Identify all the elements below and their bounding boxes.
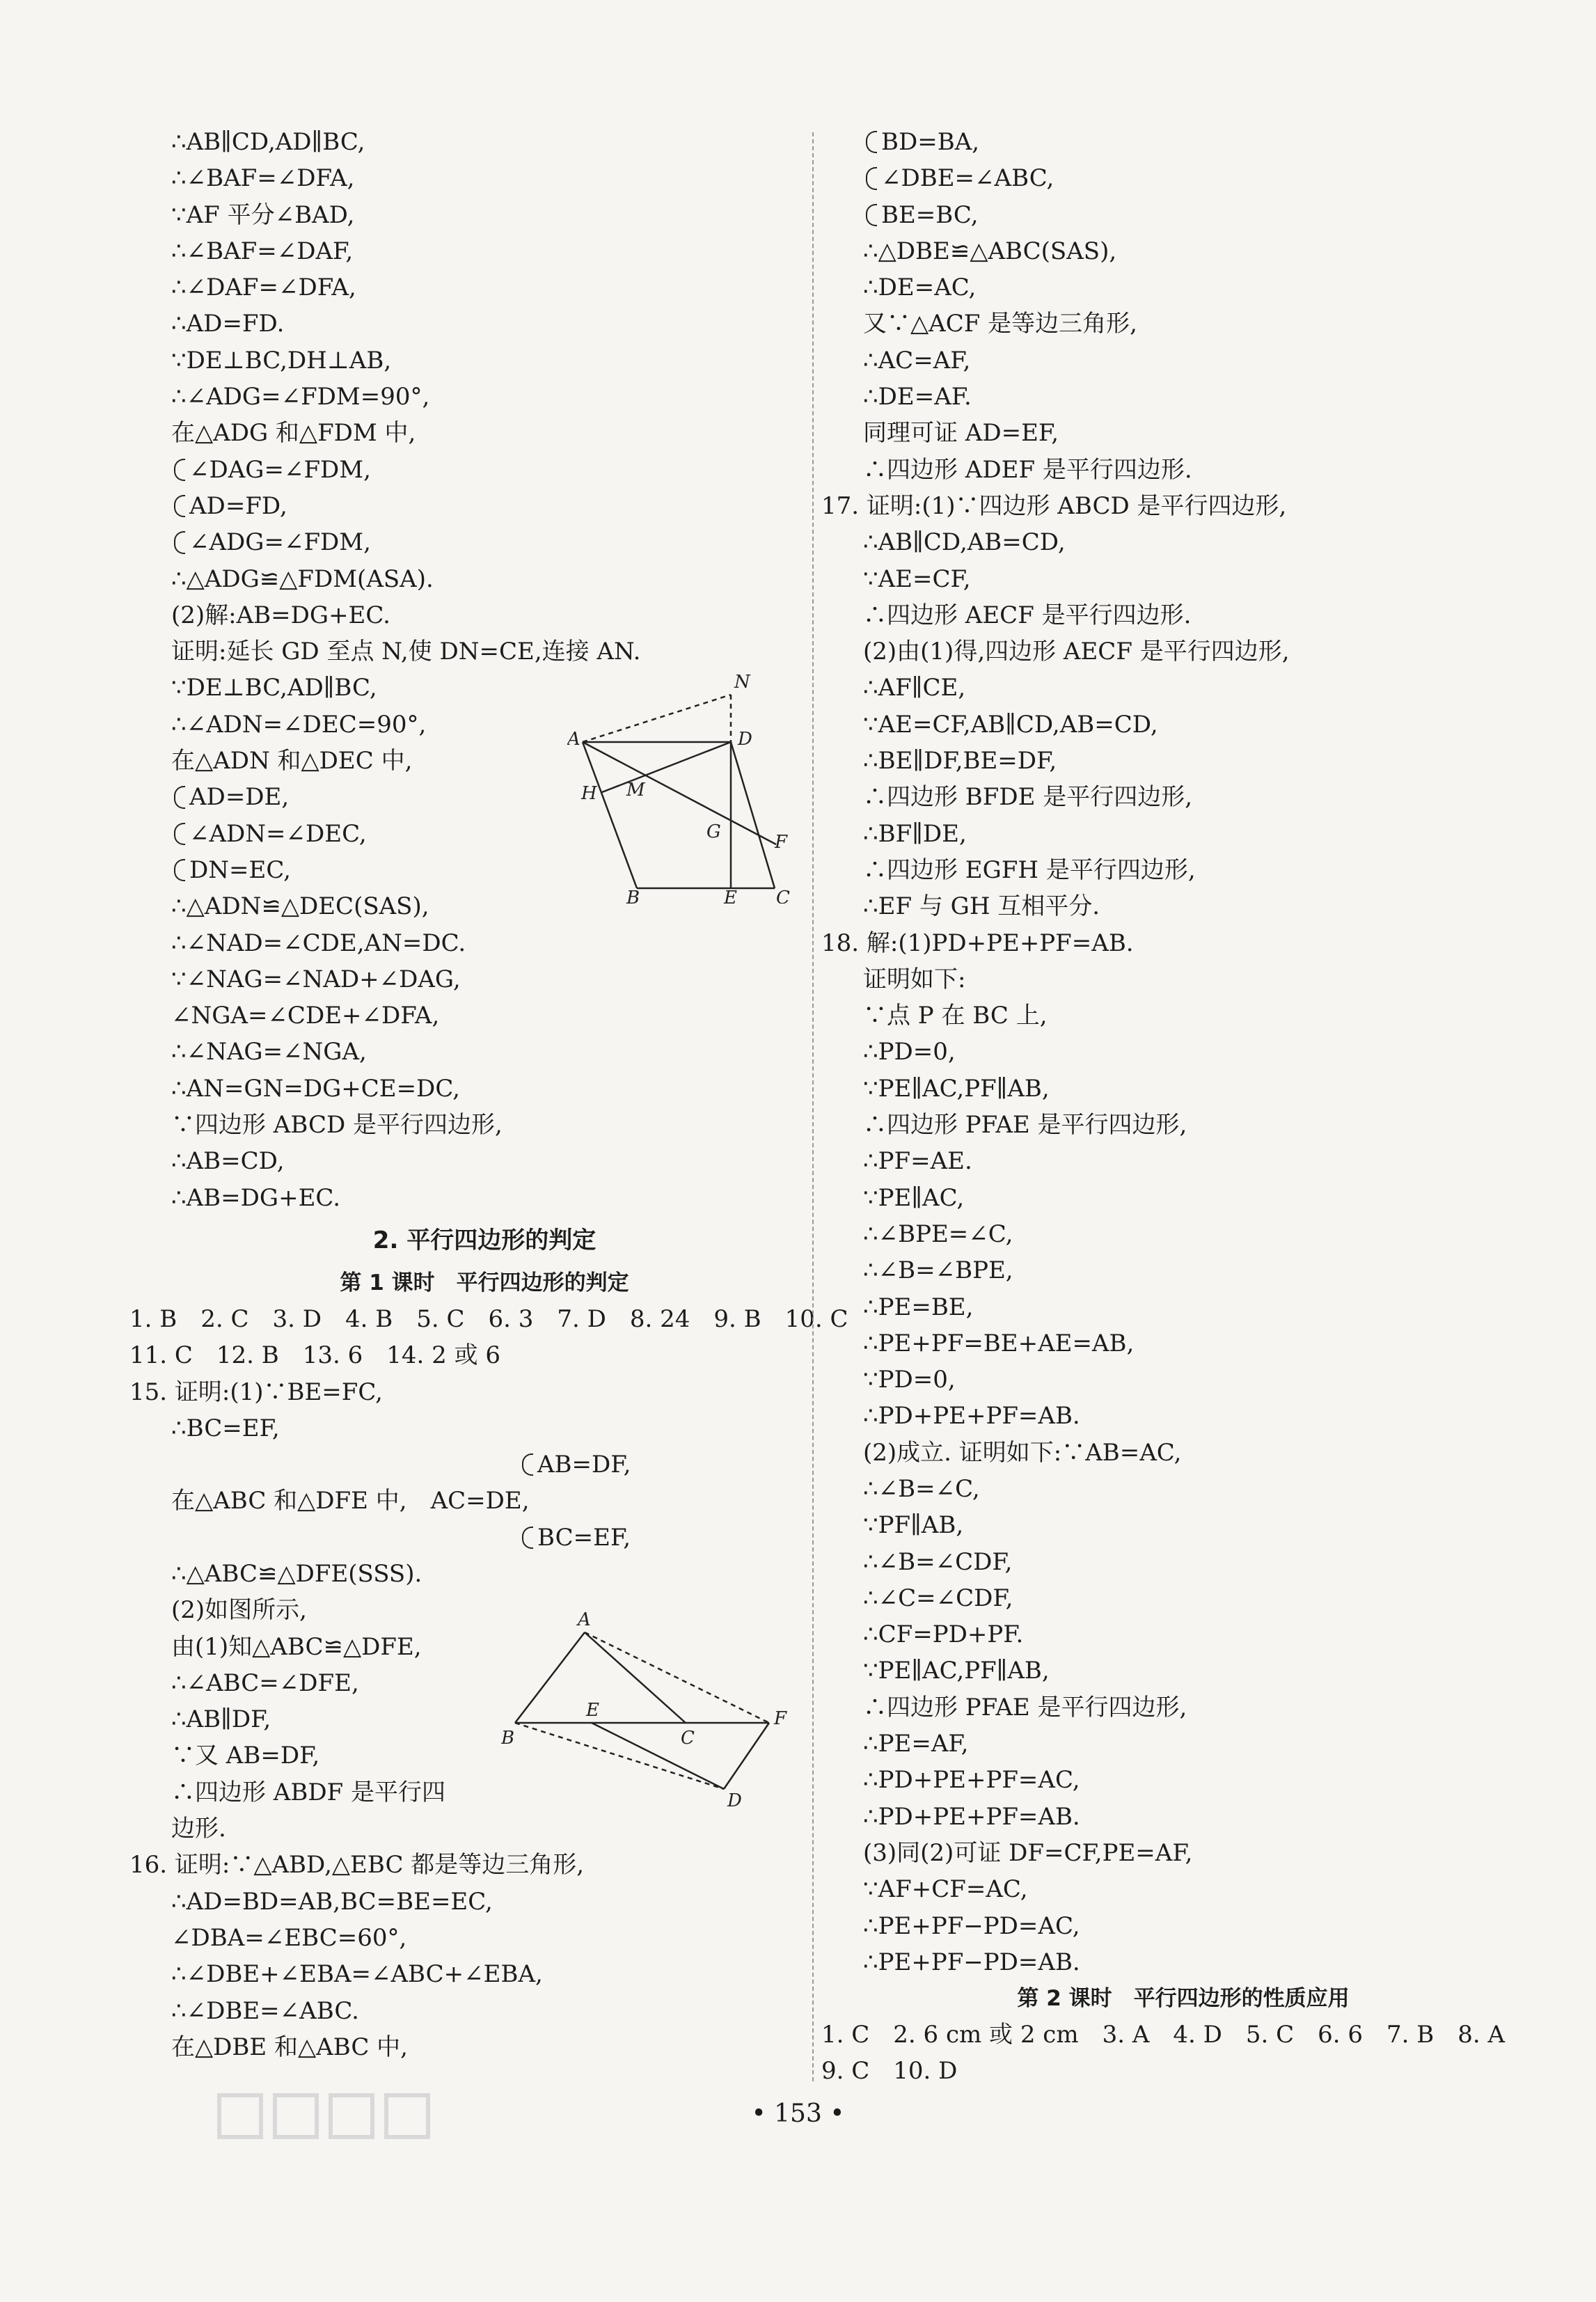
text-line: ∵DE⊥BC,DH⊥AB,: [171, 346, 392, 375]
text-line: ∴∠ADN=∠DEC=90°,: [171, 710, 427, 739]
text-line: 在△ABC 和△DFE 中, AC=DE,: [171, 1487, 530, 1515]
text-line: ∴四边形 PFAE 是平行四边形,: [863, 1693, 1187, 1721]
text-line: ∴PF=AE.: [863, 1147, 972, 1176]
text-line: ∴AB=CD,: [171, 1147, 285, 1176]
label-F: F: [774, 1708, 787, 1729]
text-line: ∴PE=AF,: [863, 1730, 969, 1758]
label-N: N: [734, 672, 750, 693]
text-line: ∴∠ABC=∠DFE,: [171, 1669, 359, 1697]
text-line: ∴DE=AF.: [863, 383, 972, 411]
text-line: ∴∠NAG=∠NGA,: [171, 1038, 367, 1066]
text-line: 18. 解:(1)PD+PE+PF=AB.: [821, 929, 1134, 957]
text-line: ∴四边形 ABDF 是平行四: [171, 1778, 446, 1806]
parallelogram-figure-1: [567, 667, 797, 904]
text-line: 边形.: [171, 1815, 226, 1843]
text-line: ∵AF 平分∠BAD,: [171, 200, 355, 229]
text-line: 9. C 10. D: [821, 2057, 958, 2086]
column-divider: [812, 132, 814, 2081]
text-line: 又∵△ACF 是等边三角形,: [863, 310, 1137, 338]
text-line: ∴AB∥DF,: [171, 1705, 271, 1734]
brace-condition-line: ∠DBE=∠ABC,: [863, 160, 1503, 196]
text-line: ∴AD=FD.: [171, 310, 285, 338]
segment-AB: [583, 742, 637, 888]
text-line: ∴四边形 ADEF 是平行四边形.: [863, 455, 1192, 484]
text-line: ∴∠C=∠CDF,: [863, 1584, 1013, 1612]
label-A: A: [567, 729, 580, 750]
text-line: ∴AB∥CD,AD∥BC,: [171, 128, 365, 156]
text-line: ∵AF+CF=AC,: [863, 1875, 1028, 1904]
label-M: M: [626, 780, 645, 801]
text-line: ∵四边形 ABCD 是平行四边形,: [171, 1111, 503, 1140]
section-title: 2. 平行四边形的判定: [372, 1226, 596, 1254]
text-line: ∴∠BPE=∠C,: [863, 1220, 1013, 1248]
brace-condition-line: BD=BA,: [863, 124, 1503, 160]
text-line: ∠DBA=∠EBC=60°,: [171, 1923, 407, 1952]
text-line: (2)由(1)得,四边形 AECF 是平行四边形,: [863, 638, 1290, 666]
text-line: 1. B 2. C 3. D 4. B 5. C 6. 3 7. D 8. 24 9. B 10. C: [129, 1304, 848, 1333]
text-line: ∴PE+PF−PD=AC,: [863, 1911, 1080, 1940]
text-line: ∴∠BAF=∠DFA,: [171, 164, 355, 193]
parallelogram-figure-2: [501, 1605, 793, 1813]
segment-FD: [724, 1723, 769, 1789]
right-column: [821, 124, 1506, 2090]
text-line: 在△ADG 和△FDM 中,: [171, 419, 416, 448]
label-B: B: [626, 888, 640, 904]
segment-DC: [731, 742, 775, 888]
text-line: ∴△DBE≌△ABC(SAS),: [863, 237, 1117, 265]
text-line: ∴∠DBE=∠ABC.: [171, 1996, 359, 2025]
label-G: G: [706, 821, 721, 842]
text-line: 16. 证明:∵△ABD,△EBC 都是等边三角形,: [129, 1851, 585, 1879]
text-line: ∵PF∥AB,: [863, 1511, 964, 1540]
brace-condition-line: AB=DF,: [519, 1446, 798, 1483]
segment-AF: [585, 1632, 769, 1723]
text-line: ∴PD=0,: [863, 1038, 956, 1066]
text-line: ∴PD+PE+PF=AC,: [863, 1766, 1080, 1795]
lesson-title: 第 2 课时 平行四边形的性质应用: [1017, 1986, 1350, 2012]
brace-condition-line: BE=BC,: [863, 197, 1503, 233]
text-line: ∵AE=CF,: [863, 565, 971, 593]
text-line: ∴AC=AF,: [863, 346, 971, 375]
text-line: ∴∠DBE+∠EBA=∠ABC+∠EBA,: [171, 1960, 543, 1989]
text-line: ∴∠B=∠CDF,: [863, 1547, 1013, 1576]
segment-ED: [592, 1723, 724, 1789]
text-line: ∴DE=AC,: [863, 274, 977, 302]
label-E: E: [586, 1700, 599, 1721]
segment-AB: [515, 1632, 585, 1723]
text-line: ∵PE∥AC,PF∥AB,: [863, 1074, 1050, 1103]
text-line: ∴∠BAF=∠DAF,: [171, 237, 354, 265]
text-line: ∴AF∥CE,: [863, 674, 966, 702]
text-line: (2)成立. 证明如下:∵AB=AC,: [863, 1438, 1182, 1467]
brace-condition-line: DN=EC,: [171, 852, 798, 888]
text-line: ∴∠NAD=∠CDE,AN=DC.: [171, 929, 466, 957]
text-line: ∴四边形 AECF 是平行四边形.: [863, 601, 1192, 629]
text-line: ∵∠NAG=∠NAD+∠DAG,: [171, 965, 461, 993]
label-C: C: [776, 888, 790, 904]
page-number: • 153 •: [751, 2099, 845, 2128]
text-line: ∵PD=0,: [863, 1366, 956, 1394]
text-line: (2)解:AB=DG+EC.: [171, 601, 390, 629]
text-line: 同理可证 AD=EF,: [863, 419, 1059, 448]
brace-condition-line: ∠ADN=∠DEC,: [171, 816, 798, 852]
text-line: ∠NGA=∠CDE+∠DFA,: [171, 1002, 440, 1030]
text-line: 证明:延长 GD 至点 N,使 DN=CE,连接 AN.: [171, 638, 641, 666]
brace-condition-line: ∠DAG=∠FDM,: [171, 452, 798, 488]
text-line: ∴PE=BE,: [863, 1293, 974, 1321]
text-line: ∴AB=DG+EC.: [171, 1183, 340, 1212]
text-line: 在△ADN 和△DEC 中,: [171, 747, 413, 775]
segment-AC: [585, 1632, 686, 1723]
label-C: C: [681, 1728, 695, 1749]
text-line: ∴PD+PE+PF=AB.: [863, 1402, 1080, 1430]
label-E: E: [724, 888, 737, 904]
text-line: (3)同(2)可证 DF=CF,PE=AF,: [863, 1838, 1193, 1867]
text-line: ∴PD+PE+PF=AB.: [863, 1802, 1080, 1831]
text-line: ∵又 AB=DF,: [171, 1742, 320, 1770]
text-line: ∴△ADG≌△FDM(ASA).: [171, 565, 434, 593]
text-line: ∴四边形 BFDE 是平行四边形,: [863, 783, 1193, 812]
label-D: D: [727, 1790, 742, 1811]
lesson-title: 第 1 课时 平行四边形的判定: [340, 1270, 629, 1295]
text-line: ∴AD=BD=AB,BC=BE=EC,: [171, 1887, 493, 1916]
text-line: 由(1)知△ABC≌△DFE,: [171, 1632, 422, 1661]
text-line: ∴△ADN≌△DEC(SAS),: [171, 892, 429, 921]
text-line: ∴CF=PD+PF.: [863, 1621, 1024, 1649]
text-line: ∵AE=CF,AB∥CD,AB=CD,: [863, 710, 1158, 739]
label-B: B: [501, 1728, 515, 1749]
text-line: ∵DE⊥BC,AD∥BC,: [171, 674, 377, 702]
brace-condition-line: AD=FD,: [171, 488, 798, 524]
text-line: ∵PE∥AC,PF∥AB,: [863, 1657, 1050, 1685]
text-line: ∴∠B=∠C,: [863, 1474, 980, 1503]
text-line: 1. C 2. 6 cm 或 2 cm 3. A 4. D 5. C 6. 6 7. B 8. A: [821, 2021, 1506, 2049]
text-line: ∴△ABC≌△DFE(SSS).: [171, 1559, 422, 1588]
text-line: ∴四边形 PFAE 是平行四边形,: [863, 1111, 1187, 1140]
segment-AN: [583, 695, 731, 742]
text-line: 在△DBE 和△ABC 中,: [171, 2033, 408, 2061]
text-line: ∴PE+PF=BE+AE=AB,: [863, 1329, 1135, 1357]
text-line: ∴四边形 EGFH 是平行四边形,: [863, 856, 1196, 884]
text-line: ∵PE∥AC,: [863, 1183, 965, 1212]
text-line: ∴EF 与 GH 互相平分.: [863, 892, 1100, 921]
text-line: 17. 证明:(1)∵四边形 ABCD 是平行四边形,: [821, 491, 1287, 520]
text-line: ∵点 P 在 BC 上,: [863, 1002, 1048, 1030]
label-A: A: [578, 1609, 591, 1630]
text-line: ∴AN=GN=DG+CE=DC,: [171, 1074, 460, 1103]
text-line: 证明如下:: [863, 965, 966, 993]
text-line: ∴BE∥DF,BE=DF,: [863, 747, 1057, 775]
text-line: (2)如图所示,: [171, 1596, 307, 1625]
text-line: 11. C 12. B 13. 6 14. 2 或 6: [129, 1341, 501, 1370]
text-line: ∴AB∥CD,AB=CD,: [863, 528, 1066, 557]
brace-condition-line: BC=EF,: [519, 1520, 798, 1556]
text-line: ∴PE+PF−PD=AB.: [863, 1948, 1080, 1976]
label-D: D: [738, 729, 752, 750]
brace-condition-line: ∠ADG=∠FDM,: [171, 524, 798, 560]
brace-condition-line: AD=DE,: [171, 779, 798, 815]
label-H: H: [581, 783, 597, 804]
text-line: ∴BF∥DE,: [863, 819, 967, 848]
label-F: F: [775, 832, 788, 853]
text-line: 15. 证明:(1)∵BE=FC,: [129, 1378, 383, 1406]
text-line: ∴BC=EF,: [171, 1414, 280, 1442]
text-line: ∴∠DAF=∠DFA,: [171, 274, 356, 302]
segment-DH: [602, 742, 731, 792]
text-line: ∴∠B=∠BPE,: [863, 1256, 1013, 1285]
text-line: ∴∠ADG=∠FDM=90°,: [171, 383, 430, 411]
